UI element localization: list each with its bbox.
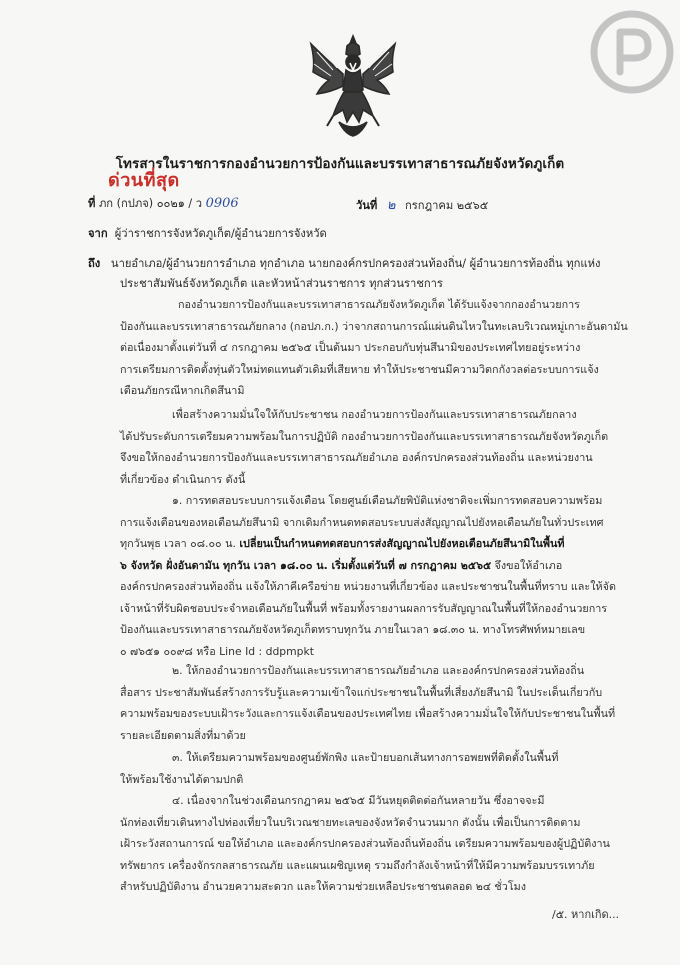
logo-watermark-icon — [590, 10, 674, 94]
item-plain-text: ทุกวันพุธ เวลา ๐๘.๐๐ น. — [120, 537, 240, 550]
paragraph-line: ต่อเนื่องมาตั้งแต่วันที่ ๔ กรกฎาคม ๒๕๖๕ เป็นต้นมา ประกอบกับทุ่นสึนามิของประเทศไทยอยู่ระหว่าง — [120, 341, 581, 354]
to-text-2: ประชาสัมพันธ์จังหวัดภูเก็ต และหัวหน้าส่วนราชการ ทุกส่วนราชการ — [120, 277, 443, 290]
reference-number: 0906 — [205, 196, 239, 211]
item-line: ๒. ให้กองอำนวยการป้องกันและบรรเทาสาธารณภัยอำเภอ และองค์กรปกครองส่วนท้องถิ่น — [172, 664, 585, 677]
from-label: จาก — [88, 227, 108, 240]
item-bold-text: ๖ จังหวัด ฝั่งอันดามัน ทุกวัน เวลา ๑๘.๐๐ น. เริ่มตั้งแต่วันที่ ๗ กรกฎาคม ๒๕๖๕ — [120, 558, 492, 572]
item-line: เฝ้าระวังสถานการณ์ ขอให้อำเภอ และองค์กรปกครองส่วนท้องถิ่นท้องถิ่น เตรียมความพร้อมของผู้ปฏิบัติงาน — [120, 837, 610, 850]
item-line-mixed — [120, 555, 616, 577]
paragraph-1 — [120, 294, 628, 402]
item-line: สื่อสาร ประชาสัมพันธ์สร้างการรับรู้และความเข้าใจแก่ประชาชนในพื้นที่เสี่ยงภัยสึนามิ ในประเด็นเกี่ยวกับ — [120, 685, 603, 699]
item-3 — [120, 747, 558, 790]
document-heading: โทรสารในราชการกองอำนวยการป้องกันและบรรเทาสาธารณภัยจังหวัดภูเก็ต — [115, 156, 565, 172]
paragraph-line: ได้ปรับระดับการเตรียมความพร้อมในการปฏิบัติ กองอำนวยการป้องกันและบรรเทาสาธารณภัยจังหวัดภูเก็ต — [120, 429, 609, 443]
item-line: ๐ ๗๖๕๑ ๐๐๙๘ หรือ Line Id : ddpmpkt — [120, 644, 315, 658]
to-line-1 — [88, 254, 600, 272]
continuation-footer: /๕. หากเกิด... — [552, 908, 620, 921]
item-line: ๑. การทดสอบระบบการแจ้งเตือน โดยศูนย์เตือนภัยพิบัติแห่งชาติจะเพิ่มการทดสอบความพร้อม — [172, 494, 603, 507]
item-line: ให้พร้อมใช้งานได้ตามปกติ — [120, 772, 244, 786]
urgent-stamp: ด่วนที่สุด — [108, 170, 180, 191]
date-label: วันที่ — [356, 199, 378, 212]
item-line: ๓. ให้เตรียมความพร้อมของศูนย์พักพิง และป้ายบอกเส้นทางการอพยพที่ติดตั้งในพื้นที่ — [172, 751, 559, 764]
from-text: ผู้ว่าราชการจังหวัดภูเก็ต/ผู้อำนวยการจังหวัด — [114, 227, 327, 240]
paragraph-line: การเตรียมการติดตั้งทุ่นตัวใหม่ทดแทนตัวเดิมที่เสียหาย ทำให้ประชาชนมีความวิตกกังวลต่อระบบการแจ้ง — [120, 362, 599, 376]
date-day: ๒ — [386, 198, 396, 213]
item-line: ความพร้อมของระบบเฝ้าระวังและการแจ้งเตือนของประเทศไทย เพื่อสร้างความมั่นใจให้กับประชาชนในพื้นที่ — [120, 707, 616, 720]
item-line: ป้องกันและบรรเทาสาธารณภัยจังหวัดภูเก็ตทราบทุกวัน ภายในเวลา ๑๘.๓๐ น. ทางโทรศัพท์หมายเลข — [120, 623, 586, 636]
item-line-mixed — [120, 533, 616, 555]
paragraph-line: กองอำนวยการป้องกันและบรรเทาสาธารณภัยจังหวัดภูเก็ต ได้รับแจ้งจากกองอำนวยการ — [178, 298, 580, 311]
item-line: ทรัพยากร เครื่องจักรกลสาธารณภัย และแผนเผชิญเหตุ รวมถึงกำลังเจ้าหน้าที่ให้มีความพร้อมบรรเทาภัย — [120, 858, 595, 872]
paragraph-2 — [120, 404, 608, 490]
paragraph-line: ที่เกี่ยวข้อง ดำเนินการ ดังนี้ — [120, 472, 246, 486]
to-label: ถึง — [88, 257, 101, 270]
reference-label: ที่ — [88, 197, 96, 210]
reference-value: ภก (กปภจ) ๐๐๒๑ / ว — [98, 197, 203, 210]
from-line — [88, 224, 327, 242]
paragraph-line: จึงขอให้กองอำนวยการป้องกันและบรรเทาสาธารณภัยอำเภอ องค์กรปกครองส่วนท้องถิ่น และหน่วยงาน — [120, 451, 593, 464]
item-line: การแจ้งเตือนของหอเตือนภัยสึนามิ จากเดิมกำหนดทดสอบระบบส่งสัญญาณไปยังหอเตือนภัยในทั่วประเทศ — [120, 515, 604, 529]
item-line: เจ้าหน้าที่รับผิดชอบประจำหอเตือนภัยในพื้นที่ พร้อมทั้งรายงานผลการรับสัญญาณในพื้นที่ให้กองอำนวยการ — [120, 601, 608, 615]
item-bold-text: เปลี่ยนเป็นกำหนดทดสอบการส่งสัญญาณไปยังหอเตือนภัยสึนามิในพื้นที่ — [239, 537, 565, 550]
to-text-1: นายอำเภอ/ผู้อำนวยการอำเภอ ทุกอำเภอ นายกองค์กรปกครองส่วนท้องถิ่น/ ผู้อำนวยการท้องถิ่น ทุกแห่ง — [110, 257, 601, 270]
item-line: ๔. เนื่องจากในช่วงเดือนกรกฎาคม ๒๕๖๕ มีวันหยุดติดต่อกันหลายวัน ซึ่งอาจจะมี — [172, 794, 545, 807]
paragraph-line: ป้องกันและบรรเทาสาธารณภัยกลาง (กอปภ.ก.) ว่าจากสถานการณ์แผ่นดินไหวในทะเลบริเวณหมู่เกาะอันดามัน — [120, 319, 628, 333]
date-line — [356, 194, 488, 215]
reference-line — [88, 194, 239, 212]
date-text: กรกฎาคม ๒๕๖๕ — [405, 199, 489, 212]
paragraph-line: เพื่อสร้างความมั่นใจให้กับประชาชน กองอำนวยการป้องกันและบรรเทาสาธารณภัยกลาง — [172, 408, 577, 421]
garuda-emblem-icon — [303, 30, 403, 138]
item-plain-text: จึงขอให้อำเภอ — [491, 558, 563, 572]
item-line: สำหรับปฏิบัติงาน อำนวยความสะดวก และให้ความช่วยเหลือประชาชนตลอด ๒๔ ชั่วโมง — [120, 880, 527, 893]
item-line: องค์กรปกครองส่วนท้องถิ่น แจ้งให้ภาคีเครือข่าย หน่วยงานที่เกี่ยวข้อง และประชาชนในพื้นที่ทราบ และให้จัด — [120, 580, 616, 593]
item-1 — [120, 490, 616, 662]
item-4 — [120, 790, 610, 898]
item-2 — [120, 660, 615, 746]
item-line: รายละเอียดตามสิ่งที่มาด้วย — [120, 728, 246, 742]
paragraph-line: เตือนภัยกรณีหากเกิดสึนามิ — [120, 384, 245, 397]
item-line: นักท่องเที่ยวเดินทางไปท่องเที่ยวในบริเวณชายทะเลของจังหวัดจำนวนมาก ดังนั้น เพื่อเป็นการติดตาม — [120, 815, 581, 829]
